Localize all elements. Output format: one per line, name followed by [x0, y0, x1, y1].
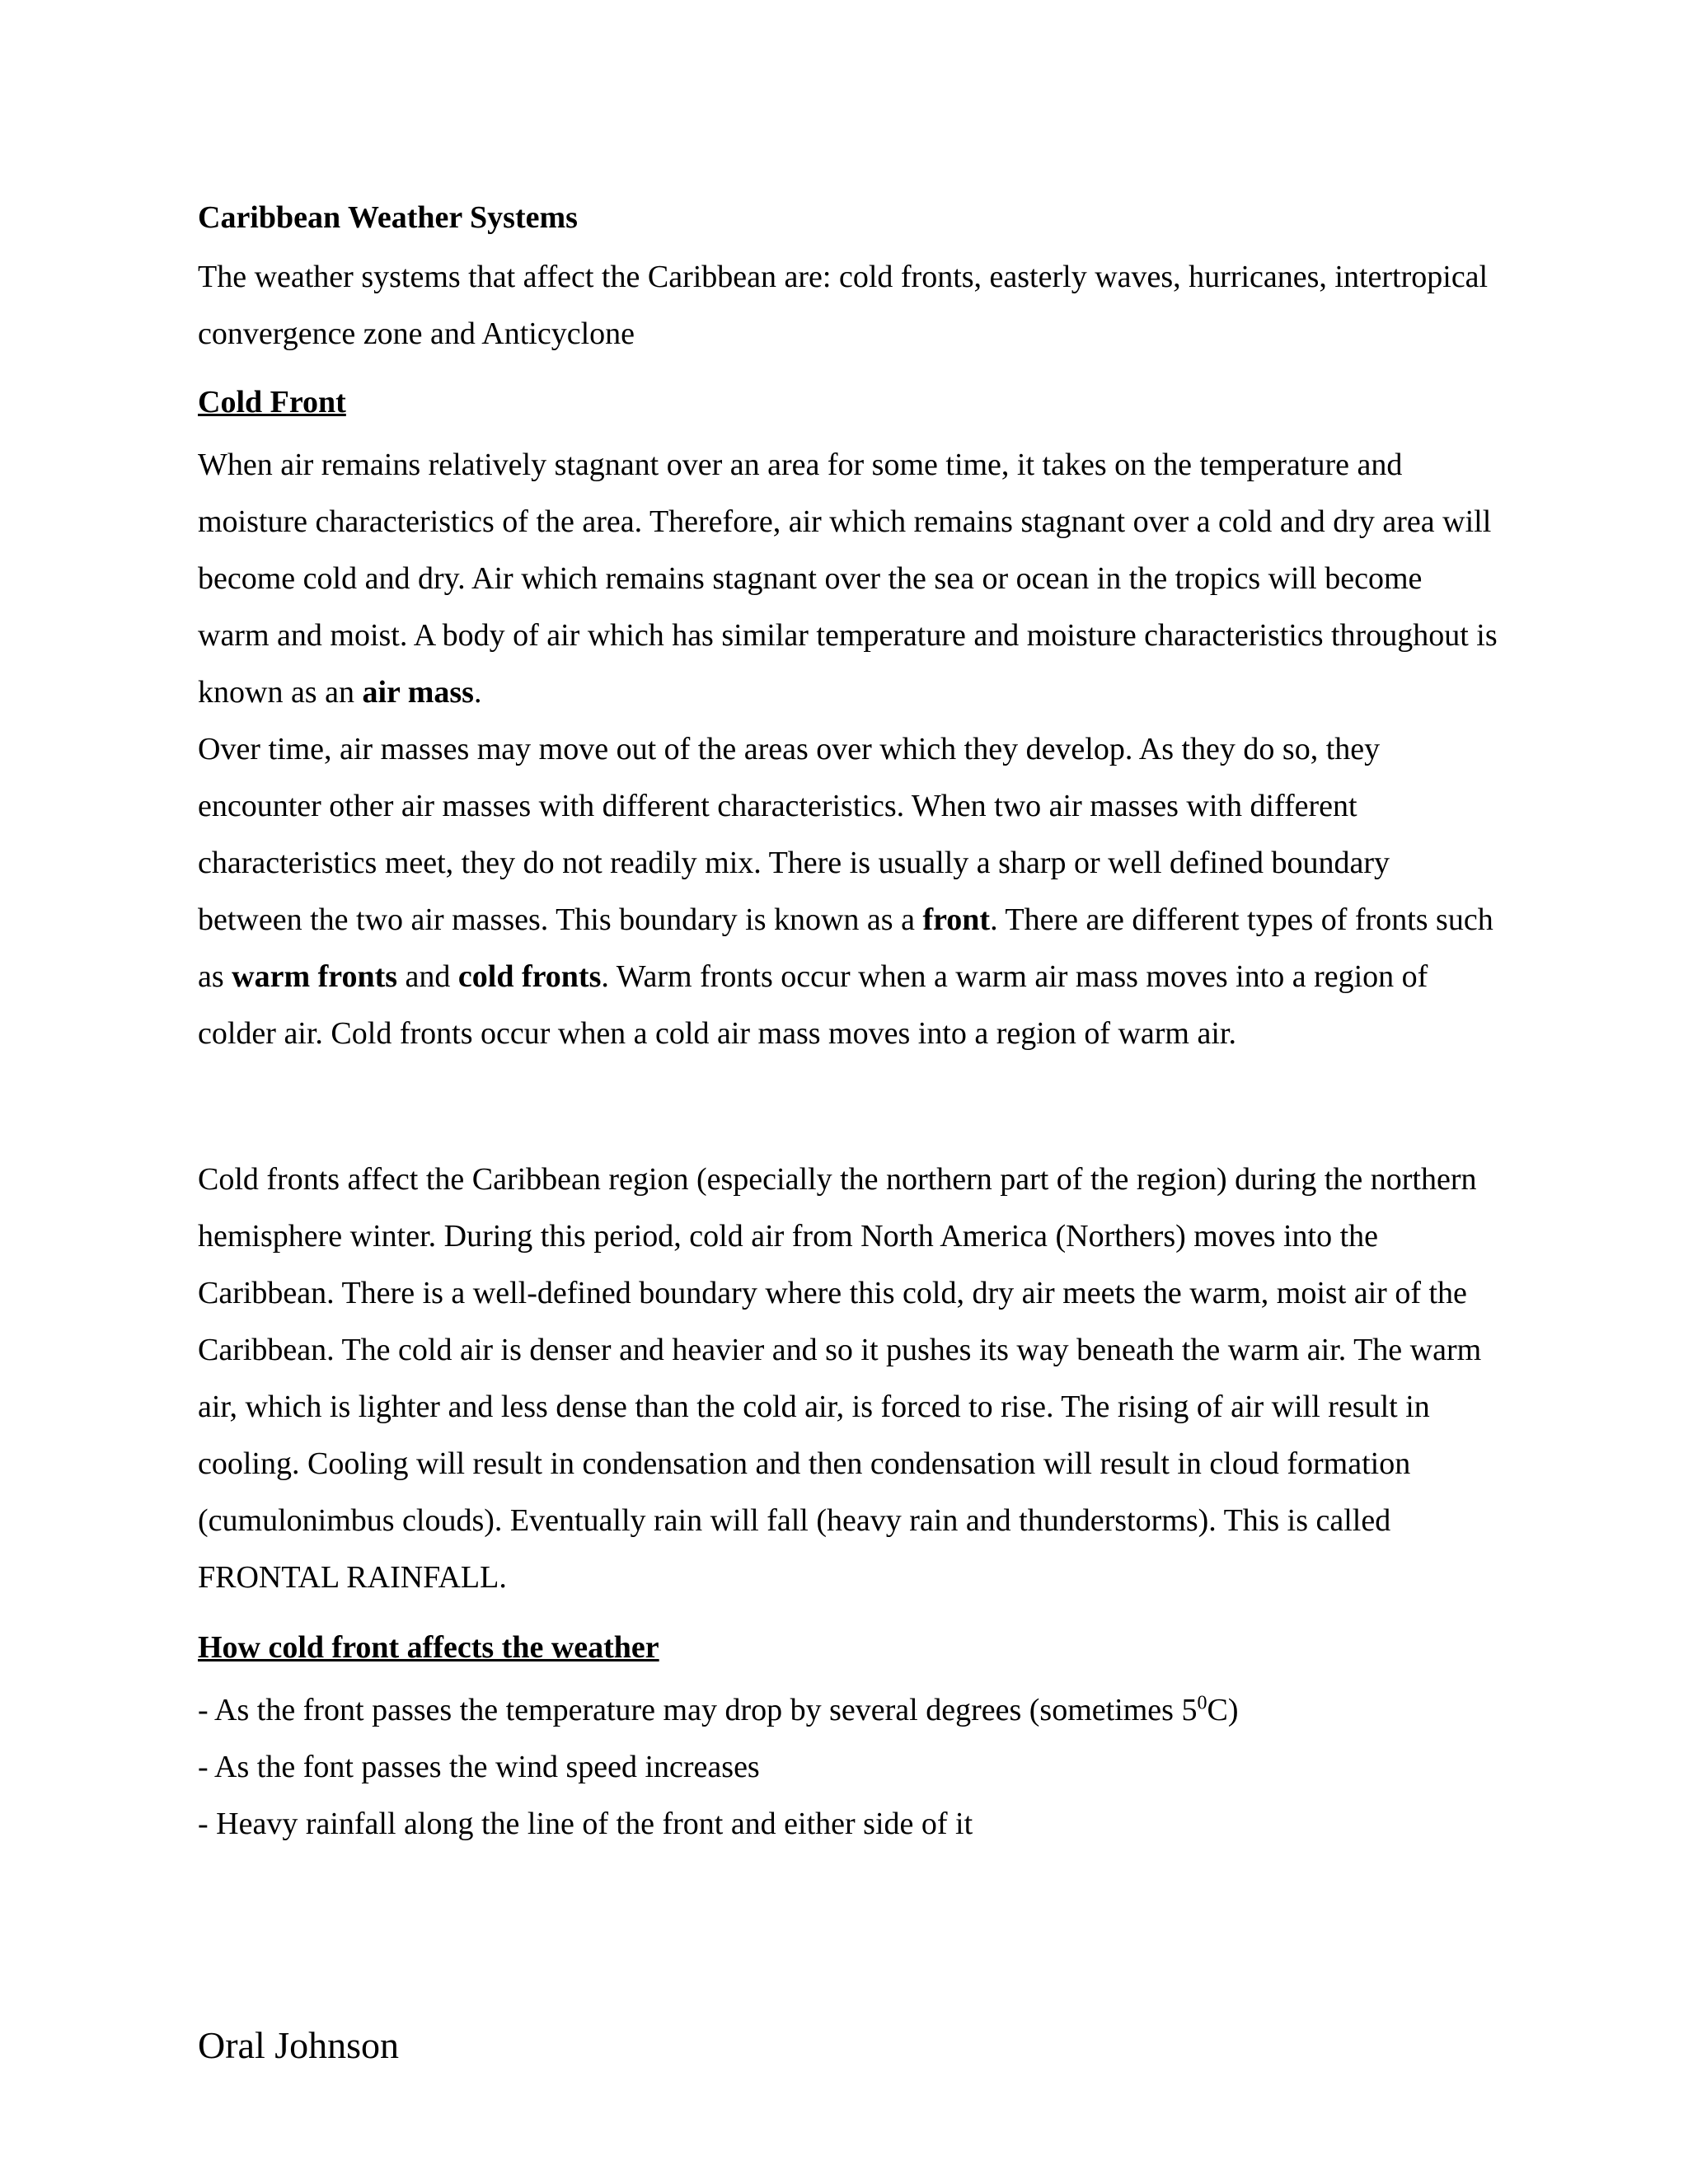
- degree-superscript: 0: [1197, 1692, 1207, 1714]
- front-text-c: and: [397, 959, 458, 994]
- front-text-a: Over time, air masses may move out of the areas over which they develop. As they do so, they encounter other air masses with different characteristics. When two air masses with different characteristics meet, they do not readily mix. There is usually a sharp or well defined boundary between the two air masses. This boundary is known as a: [198, 732, 1390, 937]
- front-term: front: [922, 902, 991, 937]
- air-mass-end: .: [473, 675, 482, 710]
- temperature-drop-text: - As the front passes the temperature may drop by several degrees (sometimes 5: [198, 1693, 1198, 1727]
- author-name: Oral Johnson: [198, 2024, 400, 2066]
- paragraph-gap: [198, 1062, 1500, 1151]
- cold-fronts-term: cold fronts: [457, 959, 602, 994]
- front-text-d: . Warm fronts occur when a warm air mass moves into a region of colder air. Cold fronts occur when a cold air mass moves into a region of warm air.: [198, 959, 1428, 1051]
- cold-front-heading: Cold Front: [198, 385, 346, 419]
- list-item: [198, 1682, 1500, 1739]
- warm-fronts-term: warm fronts: [232, 959, 398, 994]
- intro-paragraph: The weather systems that affect the Caribbean are: cold fronts, easterly waves, hurricanes, intertropical convergence zone and Anticyclone: [198, 260, 1489, 351]
- air-mass-text: When air remains relatively stagnant over an area for some time, it takes on the temperature and moisture characteristics of the area. Therefore, air which remains stagnant over a cold and dry area will become cold and dry. Air which remains stagnant over the sea or ocean in the tropics will become warm and moist. A body of air which has similar temperature and moisture characteristics throughout is known as an: [198, 448, 1498, 710]
- weather-effects-heading: How cold front affects the weather: [198, 1630, 659, 1665]
- document-page: [198, 194, 1500, 1853]
- temperature-unit-text: C): [1207, 1693, 1239, 1727]
- list-item: - Heavy rainfall along the line of the front and either side of it: [198, 1807, 973, 1841]
- front-text-b: . There are different types of fronts such as: [198, 902, 1493, 994]
- air-mass-term: air mass: [362, 675, 474, 710]
- caribbean-cold-front-paragraph: Cold fronts affect the Caribbean region (especially the northern part of the region) during the northern hemisphere winter. During this period, cold air from North America (Northers) moves into the Caribbean. There is a well-defined boundary where this cold, dry air meets the warm, moist air of the Caribbean. The cold air is denser and heavier and so it pushes its way beneath the warm air. The warm air, which is lighter and less dense than the cold air, is forced to rise. The rising of air will result in cooling. Cooling will result in condensation and then condensation will result in cloud formation (cumulonimbus clouds). Eventually rain will fall (heavy rain and thunderstorms). This is called FRONTAL RAINFALL.: [198, 1162, 1482, 1595]
- air-mass-paragraph: [198, 437, 1500, 721]
- front-paragraph: [198, 721, 1500, 1062]
- list-item: - As the font passes the wind speed increases: [198, 1750, 760, 1784]
- document-title: Caribbean Weather Systems: [198, 200, 578, 235]
